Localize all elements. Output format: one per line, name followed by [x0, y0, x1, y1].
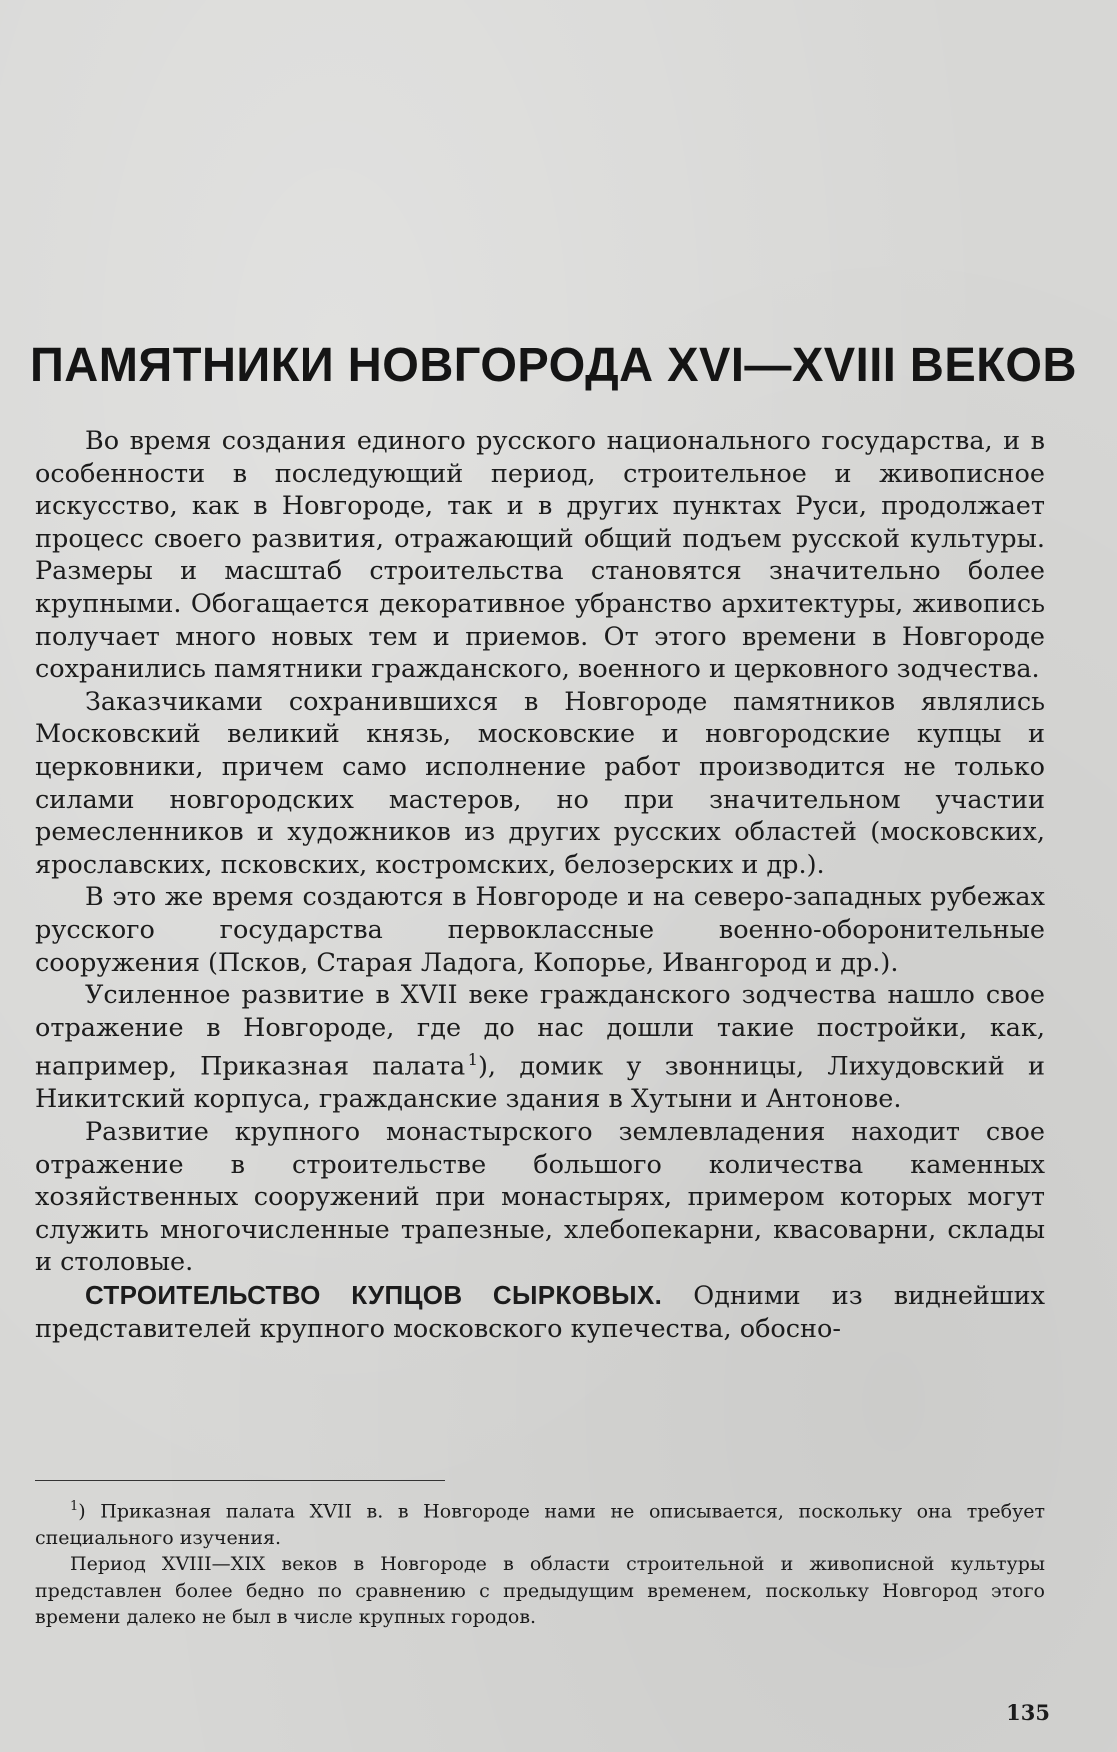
page-title: ПАМЯТНИКИ НОВГОРОДА XVI—XVIII ВЕКОВ — [30, 339, 1077, 392]
paragraph: Во время создания единого русского национального государства, и в особенности в последующий период, строительное и живописное искусство, как в Новгороде, так и в других пунктах Руси, продолжает процесс своего развития, отражающий общий подъем русской культуры. Размеры и масштаб строительства становятся значительно более крупными. Обогащается декоративное убранство архитектуры, живопись получает много новых тем и приемов. От этого времени в Новгороде сохранились памятники гражданского, военного и церковного зодчества. — [35, 426, 1045, 685]
paragraph-text: Усиленное развитие в XVII веке гражданского зодчества нашло свое отражение в Новгороде, где до нас дошли такие постройки, как, например, Приказная палата — [35, 980, 1045, 1082]
footnote-mark: 1 — [70, 1499, 79, 1514]
paragraph: В это же время создаются в Новгороде и на северо-западных рубежах русского государства первоклассные военно-оборонительные сооружения (Псков, Старая Ладога, Копорье, Ивангород и др.). — [35, 882, 1045, 978]
footnote: Период XVIII—XIX веков в Новгороде в области строительной и живописной культуры представлен более бедно по сравнению с предыдущим временем, поскольку Новгород этого времени далеко не был в числе крупных городов. — [35, 1553, 1045, 1629]
section-heading: СТРОИТЕЛЬСТВО КУПЦОВ СЫРКОВЫХ. — [85, 1279, 663, 1310]
footnotes — [35, 1494, 1045, 1631]
paragraph-text: ), домик у звонницы, Лихудовский и Никитский корпуса, гражданские здания в Хутыни и Антонове. — [35, 1051, 1045, 1115]
main-text — [35, 425, 1045, 1345]
footnote-ref[interactable]: 1 — [467, 1050, 478, 1070]
footnote-divider — [35, 1480, 445, 1481]
paragraph: Развитие крупного монастырского землевладения находит свое отражение в строительстве большого количества каменных хозяйственных сооружений при монастырях, примером которых могут служить многочисленные трапезные, хлебопекарни, квасоварни, склады и столовые. — [35, 1116, 1045, 1278]
paragraph — [35, 979, 1045, 1116]
paragraph — [35, 1279, 1045, 1345]
footnote-text: ) Приказная палата XVII в. в Новгороде нами не описывается, поскольку она требует специального изучения. — [35, 1500, 1045, 1549]
paragraph-text: Одними из виднейших представителей крупного московского купечества, обосно- — [35, 1280, 1046, 1344]
page-number: 135 — [1006, 1700, 1050, 1725]
footnote — [35, 1494, 1045, 1551]
paragraph: Заказчиками сохранившихся в Новгороде памятников являлись Московский великий князь, московские и новгородские купцы и церковники, причем само исполнение работ производится не только силами новгородских мастеров, но при значительном участии ремесленников и художников из других русских областей (московских, ярославских, псковских, костромских, белозерских и др.). — [35, 686, 1045, 880]
